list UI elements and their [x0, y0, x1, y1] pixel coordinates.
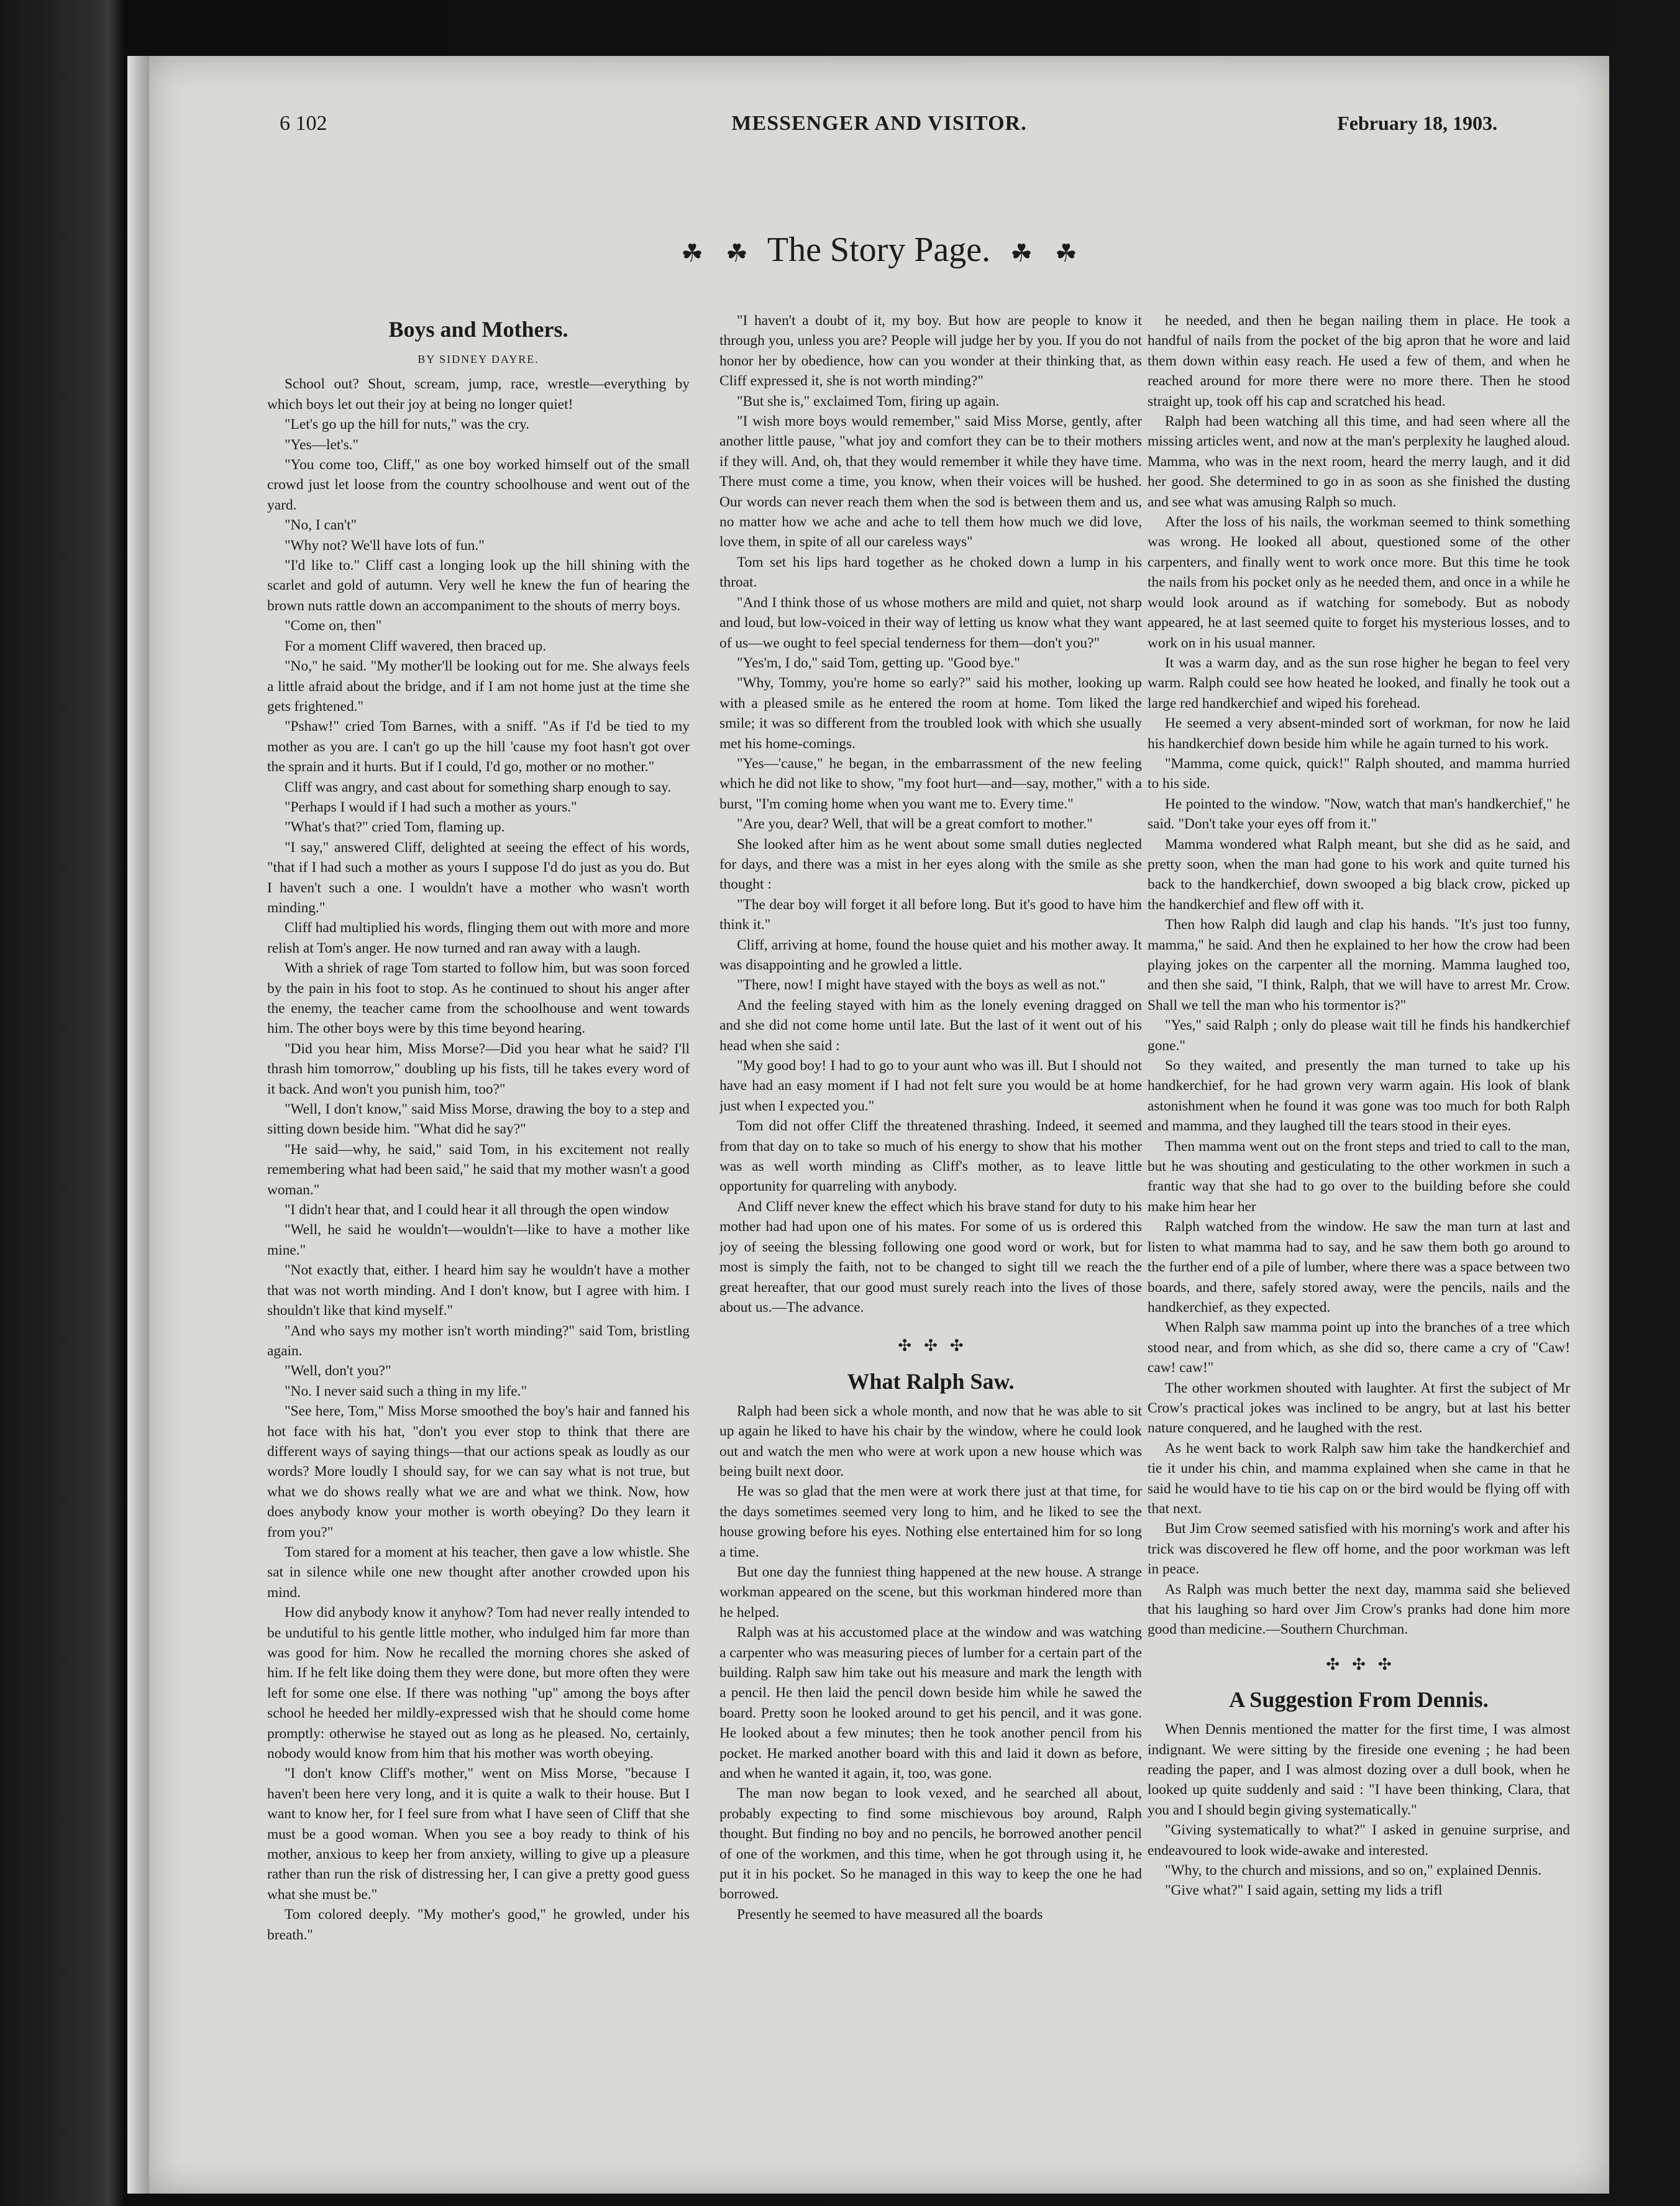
paragraph: "No. I never said such a thing in my life."	[285, 1383, 527, 1399]
paragraph: "Yes," said Ralph ; only do please wait till he finds his handkerchief gone."	[1148, 1017, 1570, 1054]
paragraph: Tom set his lips hard together as he choked down a lump in his throat.	[719, 554, 1142, 591]
paragraph: "I wish more boys would remember," said Miss Morse, gently, after another little pause, "what joy and comfort they can be to their mothers if they will. And, oh, that they would remember it while they have time. There must come a time, you know, when their voices will be hushed. Our words can never reach them when the sod is between them and us, no matter how we ache and ache to tell them how much we did love, love them, in spite of all our careless ways"	[719, 413, 1142, 551]
paragraph: "Are you, dear? Well, that will be a great comfort to mother."	[737, 816, 1093, 833]
separator-ornament	[1148, 1655, 1570, 1675]
article-title-what-ralph-saw: What Ralph Saw.	[847, 1368, 1015, 1394]
paragraph: With a shriek of rage Tom started to follow him, but was soon forced by the pain in his foot to stop. As he continued to shout his anger after the enemy, the teacher came from the schoolhouse and went towards him. The other boys were by this time beyond hearing.	[267, 960, 690, 1037]
paragraph: It was a warm day, and as the sun rose higher he began to feel very warm. Ralph could see how heated he looked, and finally he took out a large red handkerchief and wiped his forehead.	[1148, 654, 1570, 712]
separator-ornament-icon: ✣	[898, 1337, 912, 1355]
paragraph: "And I think those of us whose mothers are mild and quiet, not sharp and loud, but low-voiced in their way of letting us know what they want of us—we ought to feel special tenderness for them—don't you?"	[719, 594, 1142, 651]
paragraph: "Why not? We'll have lots of fun."	[285, 537, 485, 554]
separator-ornament-icon: ✣	[924, 1337, 938, 1355]
paragraph: "Mamma, come quick, quick!" Ralph shouted, and mamma hurried to his side.	[1148, 755, 1570, 792]
paragraph: "What's that?" cried Tom, flaming up.	[285, 819, 505, 836]
clover-ornament-icon: ☘	[1055, 239, 1077, 267]
section-title-text: The Story Page.	[767, 231, 991, 269]
paragraph: "I haven't a doubt of it, my boy. But how are people to know it through you, unless you are? People will judge her by you. If you do not honor her by obedience, how can you wonder at their thinking that, as Cliff expressed it, she is not worth minding?"	[719, 313, 1142, 390]
paragraph: "I'd like to." Cliff cast a longing look up the hill shining with the scarlet and gold of autumn. Very well he knew the fun of hearing the brown nuts rattle down an accompaniment to the shouts of merry boys.	[267, 557, 690, 614]
paragraph: Then how Ralph did laugh and clap his hands. "It's just too funny, mamma," he said. And then he explained to her how the crow had been playing jokes on the carpenter all the morning. Mamma laughed too, and then she said, "I think, Ralph, that we will have to arrest Mr. Crow. Shall we tell the man who his tormentor is?"	[1148, 917, 1570, 1014]
clover-ornament-icon: ☘	[681, 239, 703, 267]
paragraph: "Perhaps I would if I had such a mother as yours."	[285, 799, 577, 815]
paragraph: Ralph was at his accustomed place at the window and was watching a carpenter who was measuring pieces of lumber for a certain part of the building. Ralph saw him take out his measure and mark the length with a pencil. He then laid the pencil down beside him while he sawed the board. Pretty soon he looked around to get his pencil, and it was gone. He looked about a few minutes; then he took another pencil from his pocket. He marked another board with this and laid it down as before, and when he wanted it again, it, too, was gone.	[719, 1624, 1142, 1782]
paragraph: "My good boy! I had to go to your aunt who was ill. But I should not have had an easy moment if I had not felt sure you would be at home just when I expected you."	[719, 1058, 1142, 1114]
column-1	[267, 311, 690, 2169]
paragraph: After the loss of his nails, the workman seemed to think something was wrong. He looked all about, questioned some of the other carpenters, and finally went to work once more. But this time he took the nails from his pocket only as he needed them, and once in a while he would look around as if watching for somebody. But as nobody appeared, he at last seemed quite to forget his mysterious losses, and to work on in his usual manner.	[1148, 514, 1570, 651]
paragraph: "Giving systematically to what?" I asked in genuine surprise, and endeavoured to look wide-awake and interested.	[1148, 1822, 1570, 1859]
paragraph: So they waited, and presently the man turned to take up his handkerchief, for he had grown very warm again. His look of blank astonishment when he found it was gone was too much for both Ralph and mamma, and they laughed till the tears stood in their eyes.	[1148, 1058, 1570, 1135]
paragraph: "Yes'm, I do," said Tom, getting up. "Good bye."	[737, 654, 1020, 671]
binding-edge	[127, 56, 149, 2194]
paragraph: "Why, to the church and missions, and so on," explained Dennis.	[1165, 1862, 1542, 1879]
paragraph: "Yes—'cause," he began, in the embarrassment of the new feeling which he did not like to show, "my foot hurt—and—say, mother," with a burst, "I'm coming home when you want me to. Every time."	[719, 755, 1142, 812]
article-body-what-ralph-saw-continued	[1148, 311, 1570, 1640]
article-title-suggestion-from-dennis: A Suggestion From Dennis.	[1229, 1687, 1489, 1713]
clover-ornament-icon: ☘	[726, 239, 748, 267]
paragraph: Presently he seemed to have measured all the boards	[737, 1906, 1043, 1923]
paragraph: "But she is," exclaimed Tom, firing up again.	[737, 393, 1000, 410]
article-body-what-ralph-saw	[719, 1401, 1142, 1925]
paragraph: As Ralph was much better the next day, mamma said she believed that his laughing so hard over Jim Crow's pranks had done him more good than medicine.—Southern Churchman.	[1148, 1581, 1570, 1638]
paragraph: "Not exactly that, either. I heard him say he wouldn't have a mother that was not worth minding. And I don't know, but I agree with him. I shouldn't like that kind myself."	[267, 1262, 690, 1319]
paragraph: "No, I can't"	[285, 517, 357, 534]
paragraph: As he went back to work Ralph saw him take the handkerchief and tie it under his chin, and mamma explained when she came in that he said he would have to tie his cap on or the bird would be flying off with that next.	[1148, 1440, 1570, 1517]
separator-ornament-icon: ✣	[1352, 1655, 1366, 1673]
section-title	[149, 230, 1609, 270]
paragraph: "Well, I don't know," said Miss Morse, drawing the boy to a step and sitting down beside him. "What did he say?"	[267, 1101, 690, 1138]
issue-date: February 18, 1903.	[1337, 112, 1497, 134]
article-title-boys-and-mothers: Boys and Mothers.	[388, 317, 568, 342]
paragraph: For a moment Cliff wavered, then braced up.	[285, 638, 547, 654]
paragraph: "Well, don't you?"	[285, 1363, 391, 1380]
paragraph: He was so glad that the men were at work there just at that time, for the days sometimes seemed very long to him, and he liked to see the house growing before his eyes. Nothing else entertained him for so long a time.	[719, 1483, 1142, 1560]
column-2	[719, 311, 1142, 2169]
paragraph: But Jim Crow seemed satisfied with his morning's work and after his trick was discovered he flew off home, and the poor workman was left in peace.	[1148, 1521, 1570, 1578]
paragraph: Tom colored deeply. "My mother's good," he growled, under his breath."	[267, 1906, 690, 1943]
article-byline: BY SIDNEY DAYRE.	[418, 353, 539, 365]
paragraph: "Pshaw!" cried Tom Barnes, with a sniff. "As if I'd be tied to my mother as you are. I can't go up the hill 'cause my foot hasn't got over the sprain and it hurts. But if I could, I'd go, mother or no mother."	[267, 718, 690, 776]
article-body-boys-and-mothers-continued	[719, 311, 1142, 1317]
paragraph: "See here, Tom," Miss Morse smoothed the boy's hair and fanned his hot face with his hat, "don't you ever stop to think that there are different ways of saying things—that our actions speak as loudly as our words? More loudly I should say, for we can say what is not true, but what we do shows really what we are and what we think. Now, how does anybody know your mother is worth obeying? Do they learn it from you?"	[267, 1403, 690, 1540]
separator-ornament-icon: ✣	[1326, 1655, 1340, 1673]
page-number: 6 102	[280, 112, 327, 135]
paragraph: "Well, he said he wouldn't—wouldn't—like to have a mother like mine."	[267, 1222, 690, 1258]
separator-ornament	[719, 1336, 1142, 1356]
column-3	[1148, 311, 1570, 2169]
paragraph: "I say," answered Cliff, delighted at seeing the effect of his words, "that if I had such a mother as yours I suppose I'd do just as you do. But I haven't such a one. I wouldn't have a mother who wasn't worth minding."	[267, 839, 690, 916]
paragraph: Tom did not offer Cliff the threatened thrashing. Indeed, it seemed from that day on to take so much of his energy to show that his mother was as well worth minding as Cliff's mother, as to leave little opportunity for quarreling with anybody.	[719, 1118, 1142, 1195]
article-body-suggestion-from-dennis	[1148, 1719, 1570, 1901]
paragraph: Ralph had been watching all this time, and had seen where all the missing articles went, and now at the man's perplexity he laughed aloud. Mamma, who was in the next room, heard the merry laugh, and it did her good. She determined to go in as soon as she finished the dusting and see what was amusing Ralph so much.	[1148, 413, 1570, 510]
paragraph: "Yes—let's."	[285, 436, 359, 453]
paragraph: "Why, Tommy, you're home so early?" said his mother, looking up with a pleased smile as he entered the room at home. Tom liked the smile; it was so different from the troubled look with which she usually met his home-comings.	[719, 675, 1142, 752]
paragraph: And the feeling stayed with him as the lonely evening dragged on and she did not come home until late. But the last of it went out of his head when she said :	[719, 997, 1142, 1054]
paragraph: School out? Shout, scream, jump, race, wrestle—everything by which boys let out their joy at being no longer quiet!	[267, 376, 690, 413]
paragraph: Then mamma went out on the front steps and tried to call to the man, but he was shouting and gesticulating to the other workmen in such a frantic way that she had to go over to the building before she could make him hear her	[1148, 1138, 1570, 1215]
paragraph: When Ralph saw mamma point up into the branches of a tree which stood near, and from which, as she did so, there came a cry of "Caw! caw! caw!"	[1148, 1319, 1570, 1376]
paragraph: "The dear boy will forget it all before long. But it's good to have him think it."	[719, 896, 1142, 933]
paragraph: Tom stared for a moment at his teacher, then gave a low whistle. She sat in silence while one new thought after another crowded upon his mind.	[267, 1544, 690, 1601]
masthead: MESSENGER AND VISITOR.	[731, 112, 1027, 135]
newspaper-page	[149, 56, 1609, 2194]
paragraph: He seemed a very absent-minded sort of workman, for now he laid his handkerchief down beside him while he again turned to his work.	[1148, 715, 1570, 752]
paragraph: How did anybody know it anyhow? Tom had never really intended to be undutiful to his gentle little mother, who indulged him far more than was good for him. Now he recalled the morning chores she asked of him. If he felt like doing them they were done, but more often they were left for some one else. If there was nothing "up" among the boys after school he heeded her mildly-expressed wish that he should come home promptly: otherwise he stayed out as long as he pleased. No, certainly, nobody would know from him that his mother was worth obeying.	[267, 1604, 690, 1762]
paragraph: "Come on, then"	[285, 618, 382, 634]
paragraph: Mamma wondered what Ralph meant, but she did as he said, and pretty soon, when the man had gone to his work and quite turned his back to the handkerchief, down swooped a big black crow, picked up the handkerchief and flew off with it.	[1148, 836, 1570, 913]
separator-ornament-icon: ✣	[949, 1337, 964, 1355]
clover-ornament-icon: ☘	[1010, 239, 1033, 267]
paragraph: Ralph had been sick a whole month, and now that he was able to sit up again he liked to have his chair by the window, where he could look out and watch the men who were at work upon a new house which was being built next door.	[719, 1403, 1142, 1480]
paragraph: But one day the funniest thing happened at the new house. A strange workman appeared on the scene, but this workman hindered more than he helped.	[719, 1563, 1142, 1621]
paragraph: Cliff had multiplied his words, flinging them out with more and more relish at Tom's anger. He now turned and ran away with a laugh.	[267, 920, 690, 956]
paragraph: "Did you hear him, Miss Morse?—Did you hear what he said? I'll thrash him tomorrow," doubling up his fists, till he takes every word of it back. And won't you punish him, too?"	[267, 1040, 690, 1097]
paragraph: "Let's go up the hill for nuts," was the cry.	[285, 416, 530, 433]
paragraph: "I don't know Cliff's mother," went on Miss Morse, "because I haven't been here very long, and it is quite a walk to their house. But I want to know her, for I feel sure from what I have seen of Cliff that she must be a good woman. When you see a boy ready to think of his mother, anxious to keep her from anxiety, willing to give up a pleasure rather than run the risk of distressing her, I can give a pretty good guess what she must be."	[267, 1765, 690, 1903]
paragraph: He pointed to the window. "Now, watch that man's handkerchief," he said. "Don't take your eyes off from it."	[1148, 795, 1570, 833]
paragraph: And Cliff never knew the effect which his brave stand for duty to his mother had had upon one of his mates. For some of us is ordered this joy of seeing the blessing following one good word or work, but for most is simply the faith, not to be changed to sight till we reach the great hereafter, that our good must surely reach into the lives of those about us.—The advance.	[719, 1198, 1142, 1316]
paragraph: "I didn't hear that, and I could hear it all through the open window	[285, 1202, 670, 1219]
paragraph: "You come too, Cliff," as one boy worked himself out of the small crowd just let loose from the country schoolhouse and went out of the yard.	[267, 457, 690, 513]
separator-ornament-icon: ✣	[1377, 1655, 1392, 1673]
paragraph: "And who says my mother isn't worth minding?" said Tom, bristling again.	[267, 1322, 690, 1359]
paragraph: She looked after him as he went about some small duties neglected for days, and there was a mist in her eyes along with the smile as she thought :	[719, 836, 1142, 893]
article-body-boys-and-mothers	[267, 374, 690, 1945]
paragraph: "There, now! I might have stayed with the boys as well as not."	[737, 977, 1106, 994]
paragraph: Cliff, arriving at home, found the house quiet and his mother away. It was disappointing and he growled a little.	[719, 936, 1142, 973]
running-header	[149, 112, 1609, 149]
paragraph: "He said—why, he said," said Tom, in his excitement not really remembering what had been said," he said that my mother wasn't a good woman."	[267, 1141, 690, 1198]
paragraph: Ralph watched from the window. He saw the man turn at last and listen to what mamma had to say, and he saw them both go around to the further end of a pile of lumber, where there was a space between two boards, and there, safely stored away, were the pencils, nails and the handkerchief, as they expected.	[1148, 1219, 1570, 1316]
paragraph: Cliff was angry, and cast about for something sharp enough to say.	[285, 779, 672, 795]
paragraph: "Give what?" I said again, setting my lids a trifl	[1165, 1882, 1443, 1899]
paragraph: he needed, and then he began nailing them in place. He took a handful of nails from the pocket of the big apron that he wore and laid them down within easy reach. He used a few of them, and when he reached around for more there were no more there. Then he stood straight up, took off his cap and scratched his head.	[1148, 313, 1570, 410]
paragraph: The other workmen shouted with laughter. At first the subject of Mr Crow's practical jokes was inclined to be angry, but at last his better nature conquered, and he laughed with the rest.	[1148, 1380, 1570, 1437]
paragraph: When Dennis mentioned the matter for the first time, I was almost indignant. We were sitting by the fireside one evening ; he had been reading the paper, and I was almost dozing over a dull book, when he looked up quite suddenly and said : "I have been thinking, Clara, that you and I should begin giving systematically."	[1148, 1721, 1570, 1818]
paragraph: "No," he said. "My mother'll be looking out for me. She always feels a little afraid about the bridge, and if I am not home just at the time she gets frightened."	[267, 658, 690, 715]
paragraph: The man now began to look vexed, and he searched all about, probably expecting to find some mischievous boy around, Ralph thought. But finding no boy and no pencils, he borrowed another pencil of one of the workmen, and this time, when he got through using it, he put it in his pocket. So he managed in this way to keep the one he had borrowed.	[719, 1785, 1142, 1903]
